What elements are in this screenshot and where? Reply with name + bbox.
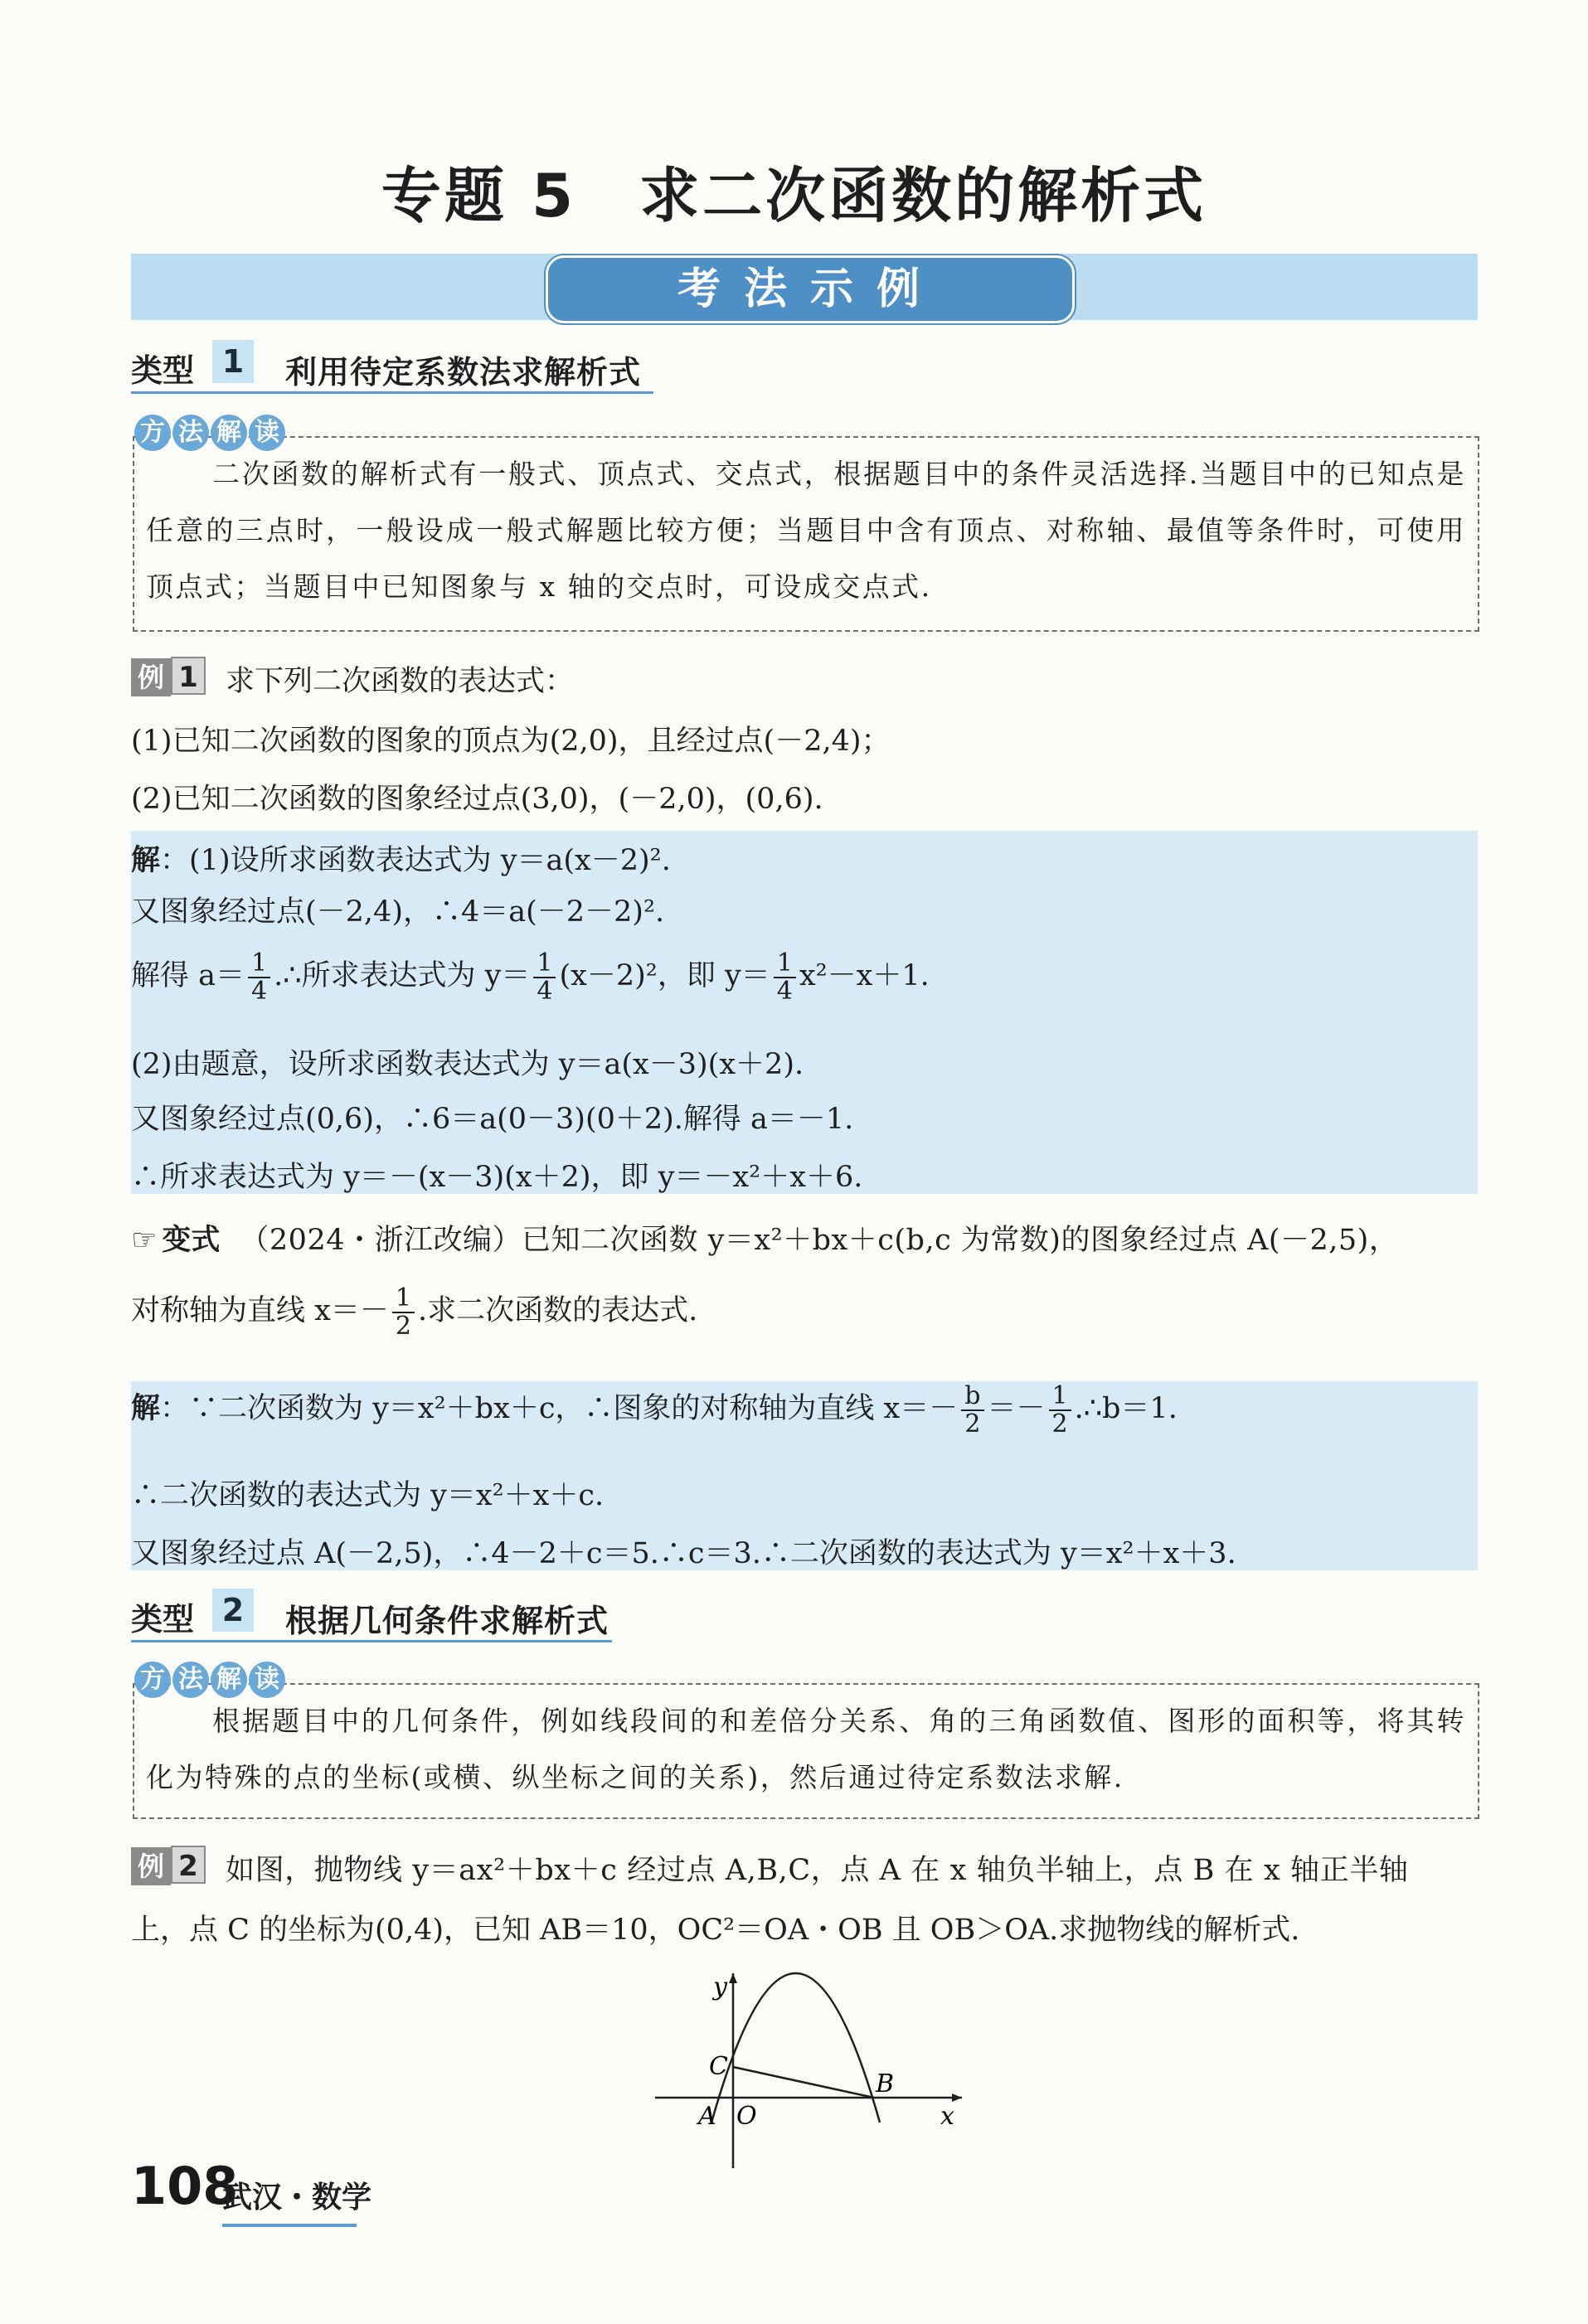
method-tag-char: 读 [249,415,285,451]
fraction-numerator: 1 [1049,1383,1071,1411]
fraction-denominator: 2 [395,1311,411,1341]
example-1-q2: (2)已知二次函数的图象经过点(3,0)，(－2,0)，(0,6). [131,783,823,816]
fraction-numerator: 1 [248,950,270,978]
parabola-figure [630,1965,995,2172]
example-2-line-2: 上，点 C 的坐标为(0,4)，已知 AB＝10，OC²＝OA・OB 且 OB＞OA.求抛物线的解析式. [131,1914,1300,1947]
fraction-numerator: b [961,1383,983,1411]
example-1-q1: (1)已知二次函数的图象的顶点为(2,0)，且经过点(－2,4)； [131,725,891,758]
fraction [1049,1383,1071,1437]
fraction [961,1383,983,1437]
page-number: 108 [131,2156,239,2216]
solution-text: ＝－ [987,1392,1046,1425]
fraction [774,950,796,1004]
fraction-denominator: 4 [251,976,268,1006]
solution-label: 解 [131,844,161,877]
solution-2-line-2: ∴二次函数的表达式为 y＝x²＋x＋c. [131,1479,605,1512]
fraction-denominator: 2 [1051,1409,1068,1439]
type-number: 1 [212,340,254,383]
pointing-hand-icon: ☞ [131,1224,158,1257]
method-tag-char: 法 [172,415,209,451]
example-label-word: 例 [131,658,171,696]
solution-1-line-2: 又图象经过点(－2,4)，∴4＝a(－2－2)². [131,895,665,929]
method-text-1: 二次函数的解析式有一般式、顶点式、交点式，根据题目中的条件灵活选择.当题目中的已知点是任意的三点时，一般设成一般式解题比较方便；当题目中含有顶点、对称轴、最值等条件时，可使用顶点式；当题目中已知图象与 x 轴的交点时，可设成交点式. [146,458,1466,603]
method-tag-char: 读 [249,1662,285,1698]
example-2-label [131,1846,206,1884]
solution-label: 解 [131,1392,161,1425]
method-tag-char: 法 [172,1662,209,1698]
fraction [248,950,270,1004]
fraction [392,1285,415,1339]
footer-text: 武汉・数学 [222,2181,372,2215]
type-1-header [131,340,653,394]
label-o: O [736,2102,757,2131]
example-label-number: 2 [171,1846,206,1884]
x-axis-arrow [952,2094,962,2102]
label-c: C [709,2052,728,2081]
label-b: B [876,2069,895,2098]
fraction [533,950,556,1004]
variant-line-2 [131,1285,697,1339]
fraction-denominator: 4 [776,976,793,1006]
solution-2-line-1 [131,1383,1178,1437]
solution-text: (x－2)²，即 y＝ [559,959,770,992]
type-title: 利用待定系数法求解析式 [285,354,642,391]
footer-underline [222,2224,357,2227]
type-title: 根据几何条件求解析式 [285,1603,609,1639]
variant-text: 对称轴为直线 x＝－ [131,1294,389,1327]
section-banner-label: 考法示例 [546,255,1075,323]
example-label-number: 1 [171,657,206,695]
method-tag-char: 解 [211,415,247,451]
type-number: 2 [212,1589,254,1632]
fraction-numerator: 1 [392,1285,415,1313]
y-axis-arrow [729,1973,737,1983]
solution-text: .∴b＝1. [1074,1392,1178,1425]
fraction-denominator: 4 [537,976,553,1006]
fraction-numerator: 1 [774,950,796,978]
label-x: x [940,2102,954,2131]
method-box-2 [133,1683,1479,1819]
example-1-label [131,657,206,695]
fraction-denominator: 2 [964,1409,981,1439]
fraction-numerator: 1 [533,950,556,978]
method-text-2: 根据题目中的几何条件，例如线段间的和差倍分关系、角的三角函数值、图形的面积等，将其转化为特殊的点的坐标(或横、纵坐标之间的关系)，然后通过待定系数法求解. [146,1705,1466,1793]
example-1-prompt: 求下列二次函数的表达式： [226,665,575,698]
example-2-line-1: 如图，抛物线 y＝ax²＋bx＋c 经过点 A,B,C，点 A 在 x 轴负半轴上，点 B 在 x 轴正半轴 [226,1854,1409,1887]
type-label: 类型 [131,352,195,389]
solution-text: x²－x＋1. [799,959,930,992]
example-label-word: 例 [131,1847,171,1885]
type-label: 类型 [131,1601,195,1637]
variant-text: .求二次函数的表达式. [417,1294,698,1327]
variant-line-1 [131,1217,1398,1259]
solution-1-line-4: (2)由题意，设所求函数表达式为 y＝a(x－3)(x＋2). [131,1048,804,1081]
page-title: 专题 5 求二次函数的解析式 [381,161,1207,230]
segment-cb [733,2067,874,2098]
variant-label: 变式 [162,1224,221,1257]
solution-text: ：∵二次函数为 y＝x²＋bx＋c，∴图象的对称轴为直线 x＝－ [160,1392,959,1425]
method-tag-2 [134,1662,287,1700]
solution-1-line-5: 又图象经过点(0,6)，∴6＝a(0－3)(0＋2).解得 a＝－1. [131,1103,854,1136]
method-tag-char: 方 [134,1662,171,1698]
method-tag-1 [134,415,287,453]
solution-1-line-6: ∴所求表达式为 y＝－(x－3)(x＋2)，即 y＝－x²＋x＋6. [131,1161,863,1194]
solution-1-line-3 [131,950,930,1004]
solution-text: .∴所求表达式为 y＝ [274,959,531,992]
method-tag-char: 方 [134,415,171,451]
solution-text: ：(1)设所求函数表达式为 y＝a(x－2)². [160,844,671,877]
solution-1-line-1 [131,837,671,879]
solution-2-line-3: 又图象经过点 A(－2,5)，∴4－2＋c＝5.∴c＝3.∴二次函数的表达式为 y＝x²＋x＋3. [131,1537,1236,1570]
method-tag-char: 解 [211,1662,247,1698]
label-y: y [713,1972,727,2001]
solution-text: 解得 a＝ [131,959,245,992]
variant-text: （2024・浙江改编）已知二次函数 y＝x²＋bx＋c(b,c 为常数)的图象经过点 A(－2,5)， [240,1224,1399,1257]
solution-1-box [131,831,1478,1194]
type-2-header [131,1589,612,1642]
parabola-curve [711,1973,880,2123]
label-a: A [698,2102,716,2131]
method-box-1 [133,436,1479,632]
